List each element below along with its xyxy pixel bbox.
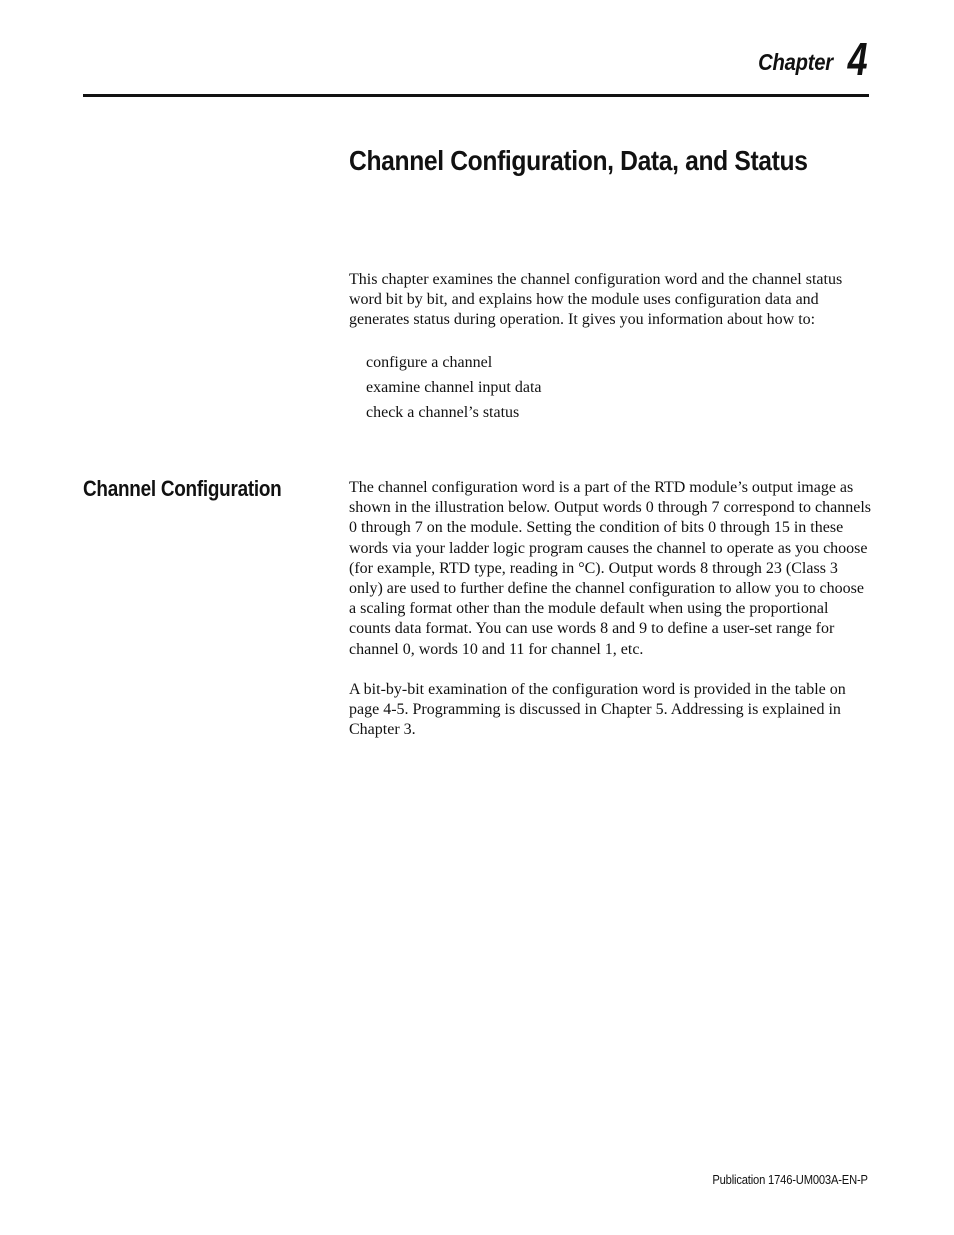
section-paragraph-2: A bit-by-bit examination of the configuration word is provided in the table on page 4-5. Programming is discussed in Chapter 5. Addressing is explained in Chapter 3.	[349, 681, 846, 739]
intro-paragraph: This chapter examines the channel configuration word and the channel status word bit by bit, and explains how the module uses configuration data and generates status during operation. It gives you information about how to:	[349, 271, 843, 329]
chapter-number: 4	[848, 33, 868, 85]
intro-bullet-list	[366, 350, 541, 425]
section-paragraph-1: The channel configuration word is a part of the RTD module’s output image as shown in the illustration below. Output words 0 through 7 correspond to channels 0 through 7 on the module. Setting the condition of bits 0 through 15 in these words via your ladder logic program causes the channel to operate as you choose (for example, RTD type, reading in °C). Output words 8 through 23 (Class 3 only) are used to further define the channel configuration to allow you to choose a scaling format other than the module default when using the proportional counts data format. You can use words 8 and 9 to define a user-set range for channel 0, words 10 and 11 for channel 1, etc.	[349, 479, 871, 658]
chapter-title: Channel Configuration, Data, and Status	[349, 145, 808, 176]
chapter-label: Chapter	[757, 49, 833, 75]
list-item: examine channel input data	[366, 379, 542, 396]
footer-publication: Publication 1746-UM003A-EN-P	[712, 1172, 868, 1187]
list-item: configure a channel	[366, 354, 493, 371]
chapter-header	[748, 30, 868, 85]
list-item: check a channel’s status	[366, 404, 520, 421]
section-heading: Channel Configuration	[83, 476, 282, 501]
header-rule	[83, 94, 869, 97]
